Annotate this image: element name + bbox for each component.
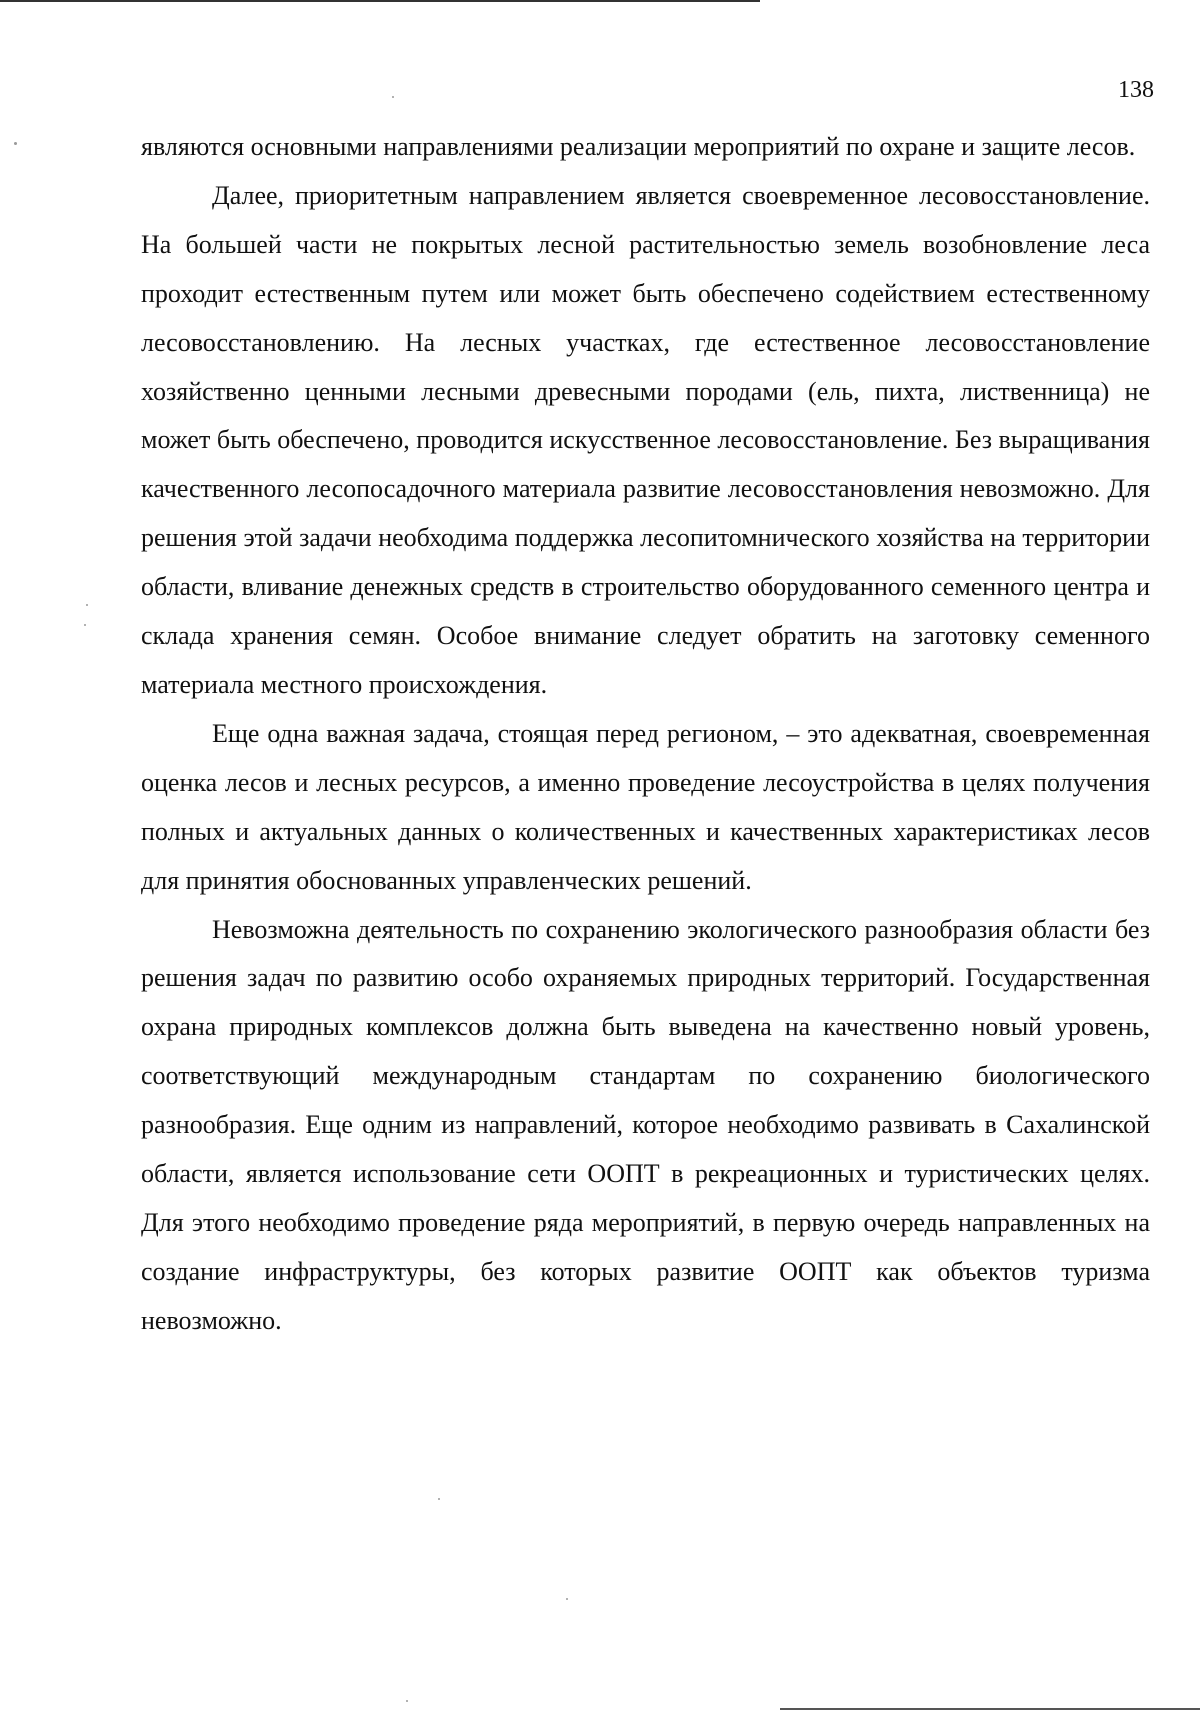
scan-speck bbox=[406, 1700, 408, 1702]
paragraph-2: Далее, приоритетным направлением является своевременное лесовосстановление. На большей части не покрытых лесной растительностью земель возобновление леса проходит естественным путем или может быть обеспечено содействием естественному лесовосстановлению. На лесных участках, где естественное лесовосстановление хозяйственно ценными лесными древесными породами (ель, пихта, лиственница) не может быть обеспечено, проводится искусственное лесовосстановление. Без выращивания качественного лесопосадочного материала развитие лесовосстановления невозможно. Для решения этой задачи необходима поддержка лесопитомнического хозяйства на территории области, вливание денежных средств в строительство оборудованного семенного центра и склада хранения семян. Особое внимание следует обратить на заготовку семенного материала местного происхождения. bbox=[141, 180, 1150, 699]
top-scan-edge bbox=[0, 0, 760, 2]
paragraph-4: Невозможна деятельность по сохранению экологического разнообразия области без решения задач по развитию особо охраняемых природных территорий. Государственная охрана природных комплексов должна быть выведена на качественно новый уровень, соответствующий международным стандартам по сохранению биологического разнообразия. Еще одним из направлений, которое необходимо развивать в Сахалинской области, является использование сети ООПТ в рекреационных и туристических целях. Для этого необходимо проведение ряда мероприятий, в первую очередь направленных на создание инфраструктуры, без которых развитие ООПТ как объектов туризма невозможно. bbox=[141, 914, 1150, 1335]
paragraph-1: являются основными направлениями реализации мероприятий по охране и защите лесов. bbox=[141, 132, 1136, 161]
scan-speck bbox=[438, 1498, 440, 1500]
body-text bbox=[141, 123, 1150, 1346]
scan-speck bbox=[86, 604, 88, 606]
page-number: 138 bbox=[1118, 77, 1154, 103]
bottom-scan-edge bbox=[780, 1708, 1200, 1710]
scan-speck bbox=[566, 1598, 568, 1600]
scan-speck bbox=[392, 96, 394, 98]
scan-speck bbox=[84, 624, 86, 626]
scan-speck bbox=[14, 142, 17, 145]
paragraph-3: Еще одна важная задача, стоящая перед регионом, – это адекватная, своевременная оценка лесов и лесных ресурсов, а именно проведение лесоустройства в целях получения полных и актуальных данных о количественных и качественных характеристиках лесов для принятия обоснованных управленческих решений. bbox=[141, 718, 1150, 895]
